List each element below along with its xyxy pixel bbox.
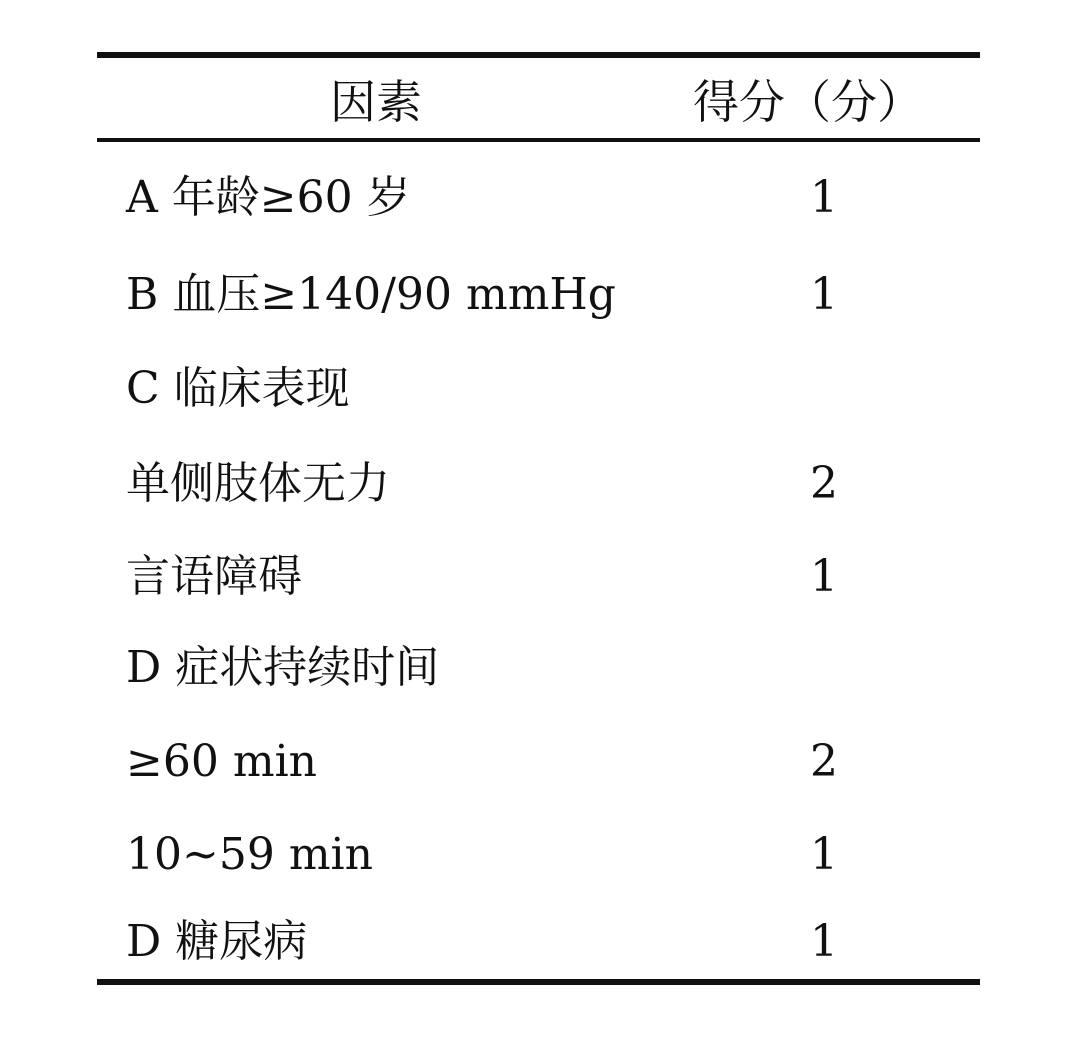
- row-factor: C 临床表现: [126, 363, 350, 414]
- table-bottom-rule: [97, 979, 980, 985]
- row-factor: D 糖尿病: [126, 916, 308, 967]
- row-score: 1: [810, 916, 838, 967]
- header-score: 得分（分）: [693, 75, 923, 129]
- header-factor: 因素: [330, 75, 422, 129]
- row-factor: A 年龄≥60 岁: [126, 172, 411, 223]
- row-factor: ≥60 min: [126, 736, 317, 787]
- row-score: 1: [810, 269, 838, 320]
- row-factor: 言语障碍: [126, 551, 302, 602]
- row-score: 1: [810, 829, 838, 880]
- table-top-rule: [97, 52, 980, 58]
- row-score: 2: [810, 736, 838, 787]
- table-header-rule: [97, 138, 980, 142]
- row-factor: B 血压≥140/90 mmHg: [126, 269, 616, 320]
- row-score: 1: [810, 551, 838, 602]
- row-factor: D 症状持续时间: [126, 642, 440, 693]
- row-factor: 10~59 min: [126, 829, 373, 880]
- row-factor: 单侧肢体无力: [126, 458, 390, 509]
- row-score: 1: [810, 172, 838, 223]
- row-score: 2: [810, 458, 838, 509]
